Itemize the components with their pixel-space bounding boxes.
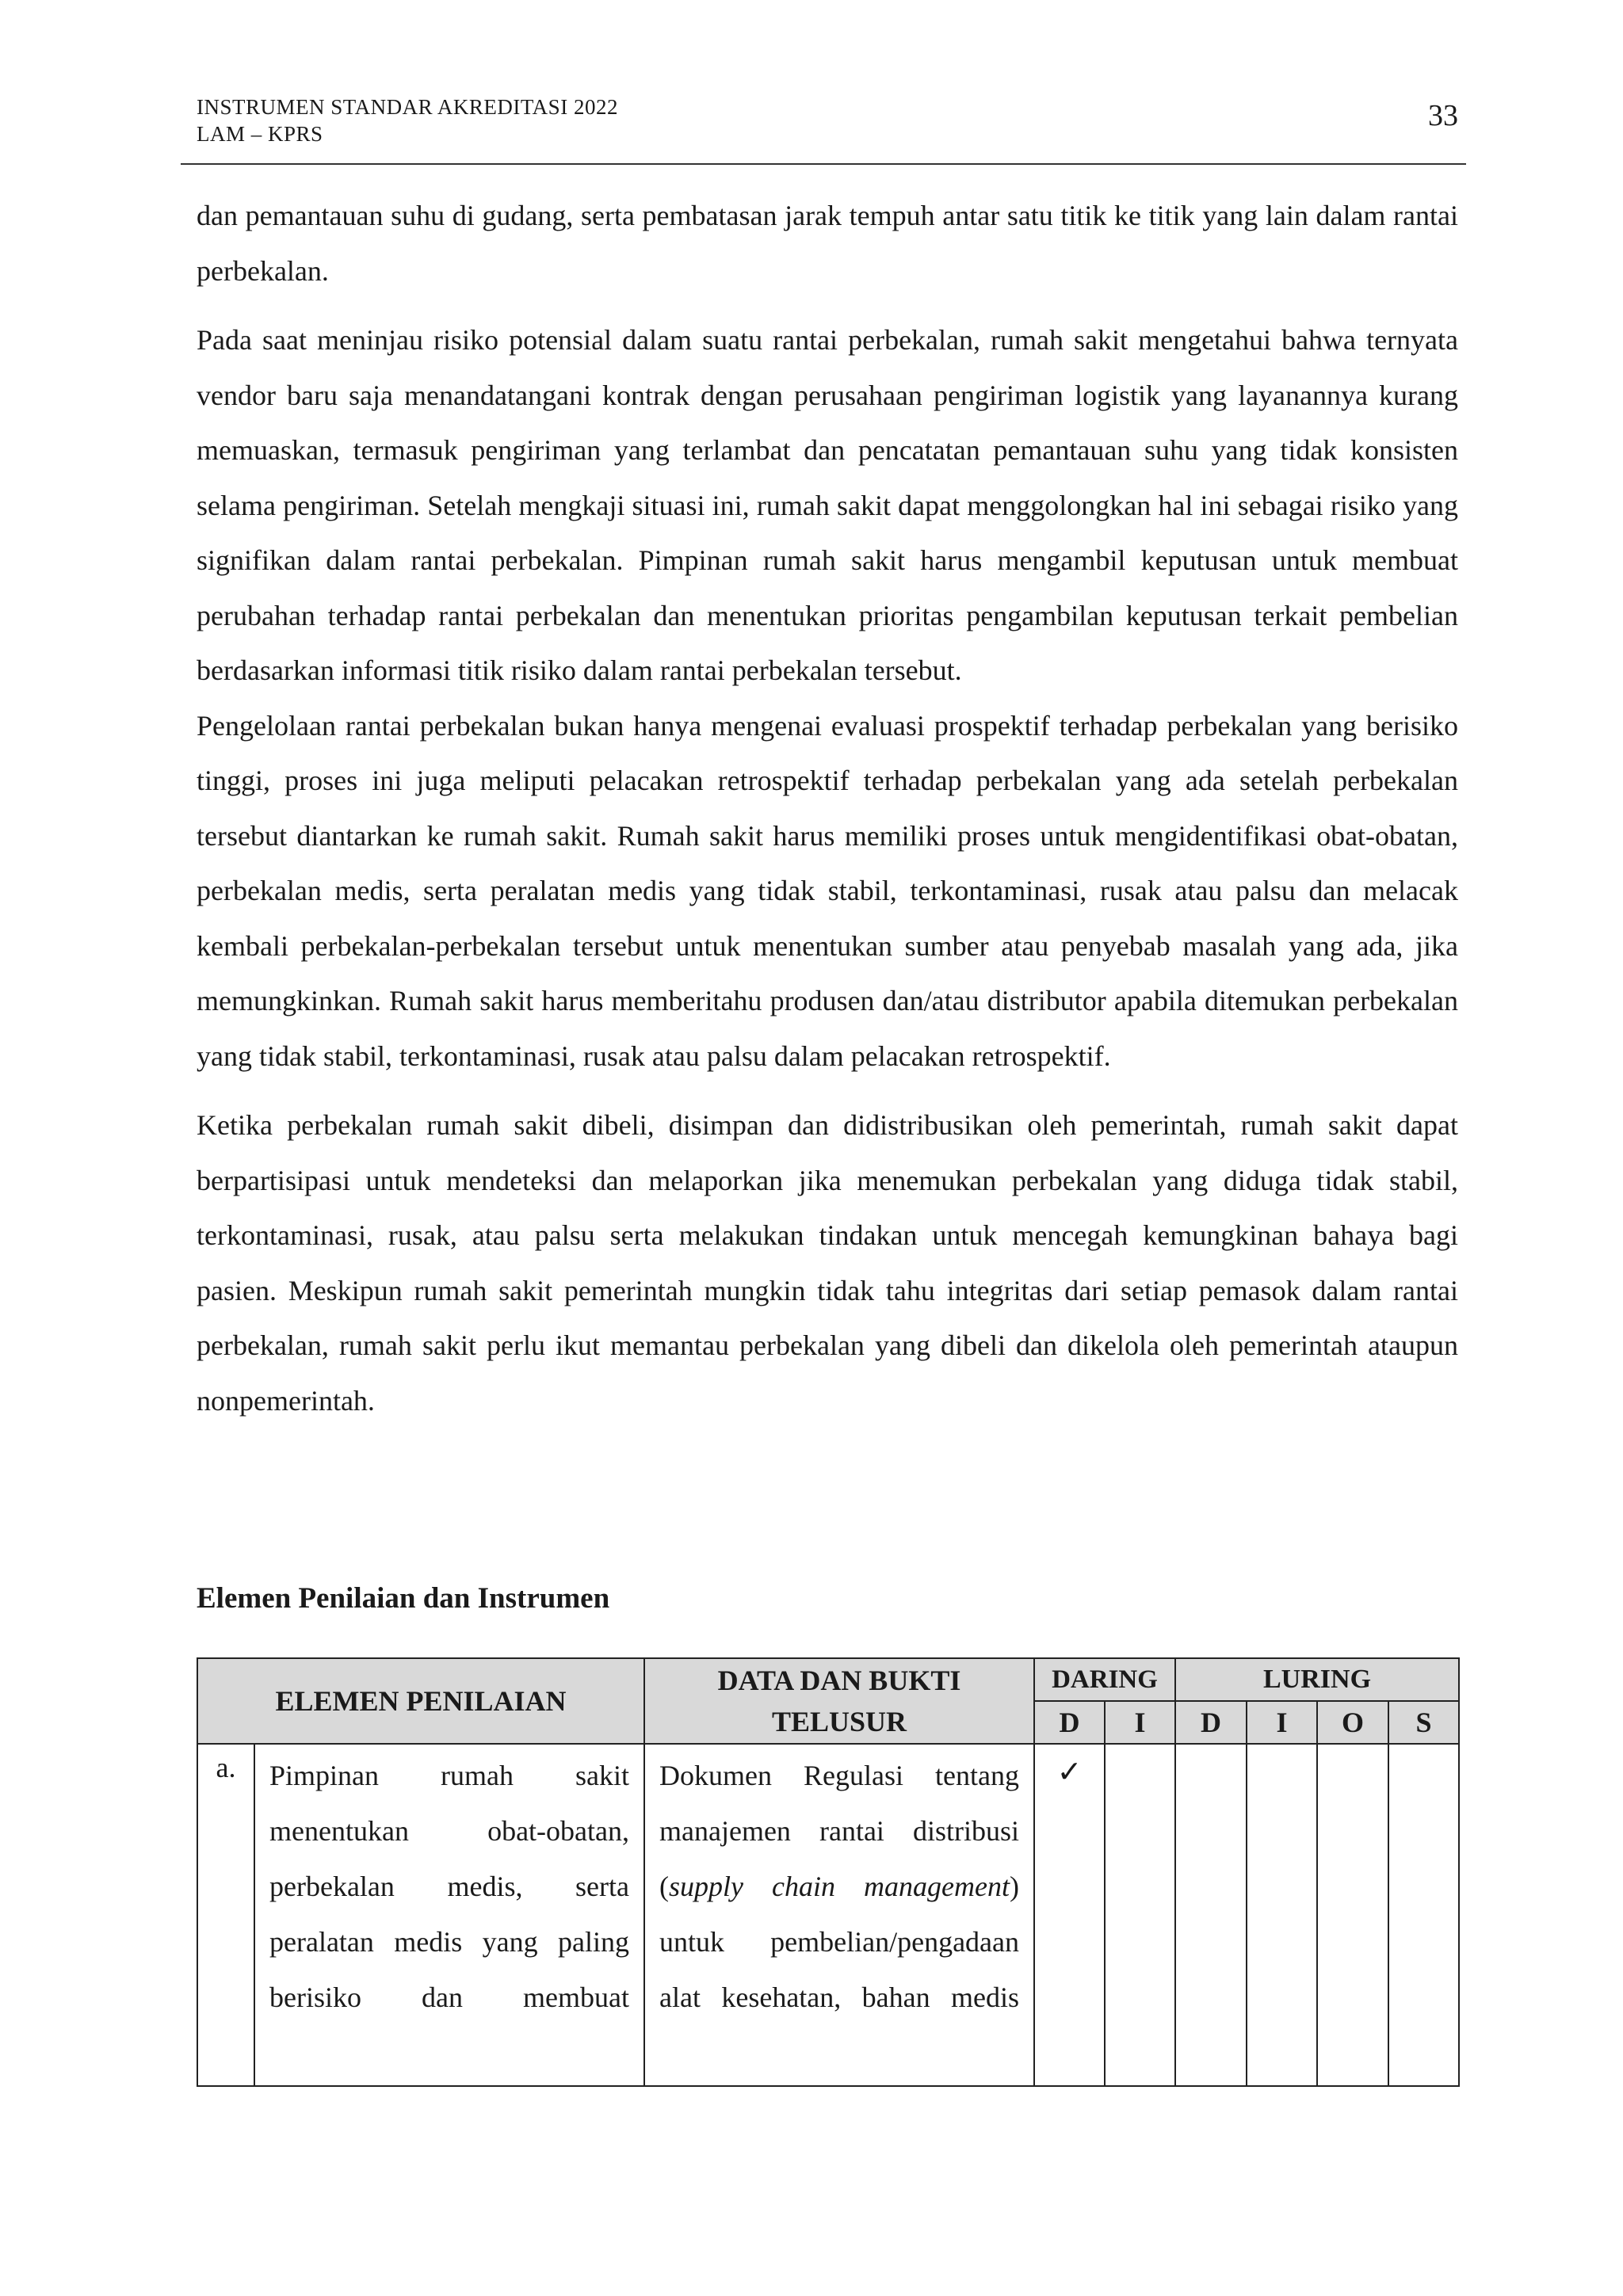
- page-header: [197, 93, 1458, 147]
- row-number: a.: [197, 1744, 254, 2086]
- row-data-part2: ) untuk pembelian/pengadaan alat kesehatan, bahan medis: [659, 1871, 1019, 2013]
- row-data-part1: Dokumen Regulasi tentang manajemen rantai distribusi (: [659, 1760, 1019, 1902]
- paragraph-2: Pada saat meninjau risiko potensial dalam suatu rantai perbekalan, rumah sakit mengetahui bahwa ternyata vendor baru saja menandatangani kontrak dengan perusahaan pengiriman logistik yang layanannya kurang memuaskan, termasuk pengiriman yang terlambat dan pencatatan pemantauan suhu yang tidak konsisten selama pengiriman. Setelah mengkaji situasi ini, rumah sakit dapat menggolongkan hal ini sebagai risiko yang signifikan dalam rantai perbekalan. Pimpinan rumah sakit harus mengambil keputusan untuk membuat perubahan terhadap rantai perbekalan dan menentukan prioritas pengambilan keputusan terkait pembelian berdasarkan informasi titik risiko dalam rantai perbekalan tersebut.: [197, 324, 1458, 686]
- subheader-luring-s: S: [1388, 1701, 1459, 1744]
- row-elemen-cell: [254, 1744, 644, 2086]
- row-data-text: [659, 1748, 1019, 2025]
- table-row: [197, 1744, 1459, 2086]
- section-title: Elemen Penilaian dan Instrumen: [197, 1582, 610, 1615]
- daring-d-check-icon: ✓: [1034, 1744, 1105, 2086]
- subheader-daring-i: I: [1105, 1701, 1175, 1744]
- header-data-line2: TELUSUR: [771, 1706, 907, 1737]
- header-elemen-penilaian: ELEMEN PENILAIAN: [197, 1658, 644, 1744]
- header-daring: DARING: [1034, 1658, 1175, 1701]
- row-elemen-text: Pimpinan rumah sakit menentukan obat-obatan, perbekalan medis, serta peralatan medis yang paling berisiko dan membuat: [269, 1760, 629, 2013]
- header-luring: LURING: [1175, 1658, 1459, 1701]
- header-divider: [181, 163, 1466, 165]
- page-number: 33: [1428, 99, 1458, 132]
- luring-d-cell: [1175, 1744, 1247, 2086]
- luring-o-cell: [1317, 1744, 1388, 2086]
- luring-s-cell: [1388, 1744, 1459, 2086]
- row-data-italic: supply chain management: [669, 1871, 1010, 1902]
- daring-i-cell: [1105, 1744, 1175, 2086]
- header-data-bukti: [644, 1658, 1034, 1744]
- header-title: INSTRUMEN STANDAR AKREDITASI 2022: [197, 95, 618, 119]
- subheader-luring-i: I: [1247, 1701, 1317, 1744]
- body-text: [197, 189, 1458, 1428]
- paragraph-1: dan pemantauan suhu di gudang, serta pembatasan jarak tempuh antar satu titik ke titik yang lain dalam rantai perbekalan.: [197, 200, 1458, 287]
- luring-i-cell: [1247, 1744, 1317, 2086]
- assessment-table: [197, 1657, 1460, 2087]
- header-data-line1: DATA DAN BUKTI: [717, 1665, 961, 1696]
- paragraph-3: Pengelolaan rantai perbekalan bukan hanya mengenai evaluasi prospektif terhadap perbekalan yang berisiko tinggi, proses ini juga meliputi pelacakan retrospektif terhadap perbekalan yang ada setelah perbekalan tersebut diantarkan ke rumah sakit. Rumah sakit harus memiliki proses untuk mengidentifikasi obat-obatan, perbekalan medis, serta peralatan medis yang tidak stabil, terkontaminasi, rusak atau palsu dan melacak kembali perbekalan-perbekalan tersebut untuk menentukan sumber atau penyebab masalah yang ada, jika memungkinkan. Rumah sakit harus memberitahu produsen dan/atau distributor apabila ditemukan perbekalan yang tidak stabil, terkontaminasi, rusak atau palsu dalam pelacakan retrospektif.: [197, 709, 1458, 1072]
- subheader-daring-d: D: [1034, 1701, 1105, 1744]
- subheader-luring-d: D: [1175, 1701, 1247, 1744]
- subheader-luring-o: O: [1317, 1701, 1388, 1744]
- row-data-cell: [644, 1744, 1034, 2086]
- header-subtitle: LAM – KPRS: [197, 122, 323, 146]
- paragraph-4: Ketika perbekalan rumah sakit dibeli, disimpan dan didistribusikan oleh pemerintah, rumah sakit dapat berpartisipasi untuk mendeteksi dan melaporkan jika menemukan perbekalan yang diduga tidak stabil, terkontaminasi, rusak, atau palsu serta melakukan tindakan untuk mencegah kemungkinan bahaya bagi pasien. Meskipun rumah sakit pemerintah mungkin tidak tahu integritas dari setiap pemasok dalam rantai perbekalan, rumah sakit perlu ikut memantau perbekalan yang dibeli dan dikelola oleh pemerintah ataupun nonpemerintah.: [197, 1109, 1458, 1417]
